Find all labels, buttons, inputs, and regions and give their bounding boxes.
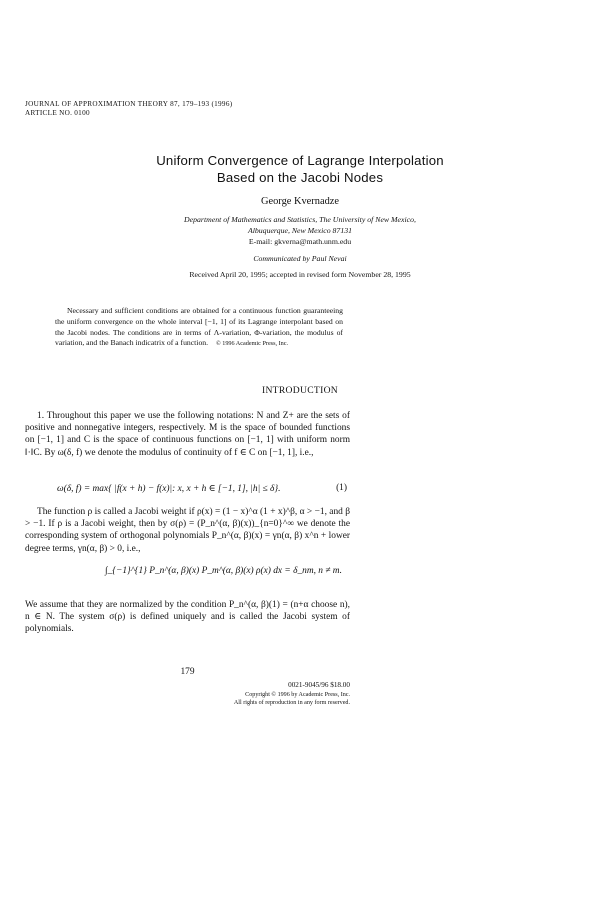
affiliation-line-2: Albuquerque, New Mexico 87131 bbox=[247, 226, 353, 235]
article-code: 0021-9045/96 $18.00 bbox=[288, 681, 350, 689]
journal-header bbox=[25, 100, 232, 119]
paragraph-2: The function ρ is called a Jacobi weight if ρ(x) = (1 − x)^α (1 + x)^β, α > −1, and β > −1. If ρ is a Jacobi weight, then by σ(ρ) = (P_n^(α, β)(x))_{n=0}^∞ we denote the corresponding system of orthogonal polynomials P_n^(α, β)(x) = γn(α, β) x^n + lower degree terms, γn(α, β) > 0, i.e., bbox=[25, 507, 350, 554]
abstract bbox=[55, 306, 343, 350]
equation-2-formula: ∫_{−1}^{1} P_n^(α, β)(x) P_m^(α, β)(x) ρ(x) dx = δ_nm, n ≠ m. bbox=[105, 566, 342, 576]
affiliation-line-1: Department of Mathematics and Statistics, The University of New Mexico, bbox=[184, 215, 416, 224]
copyright-line-2: All rights of reproduction in any form reserved. bbox=[233, 699, 350, 706]
affiliation bbox=[0, 214, 600, 247]
copyright-line-1: Copyright © 1996 by Academic Press, Inc. bbox=[245, 692, 350, 698]
abstract-copyright: © 1996 Academic Press, Inc. bbox=[215, 340, 289, 348]
communicated-by: Communicated by Paul Nevai bbox=[253, 254, 347, 263]
article-number: ARTICLE NO. 0100 bbox=[25, 109, 90, 118]
abstract-text: Necessary and sufficient conditions are obtained for a continuous function guaranteeing the uniform convergence on the whole interval [−1, 1] of its Lagrange interpolant based on the Jacobi nodes. The conditions are in terms of Λ-variation, Φ-variation, the modulus of variation, and the Banach indicatrix of a function. bbox=[55, 306, 343, 348]
author-email: E-mail: gkverna@math.unm.edu bbox=[248, 237, 352, 246]
author-name: George Kvernadze bbox=[261, 196, 339, 207]
journal-line: JOURNAL OF APPROXIMATION THEORY 87, 179–193 (1996) bbox=[25, 100, 233, 108]
title-line-2: Based on the Jacobi Nodes bbox=[216, 170, 384, 185]
received-dates: Received April 20, 1995; accepted in revised form November 28, 1995 bbox=[189, 270, 411, 279]
equation-1-formula: ω(δ, f) = max{ |f(x + h) − f(x)|: x, x + h ∈ [−1, 1], |h| ≤ δ}. bbox=[57, 484, 281, 494]
paragraph-3: We assume that they are normalized by the condition P_n^(α, β)(1) = (n+α choose n), n ∈ N. The system σ(ρ) is defined uniquely and is called the Jacobi system of polynomials. bbox=[25, 600, 350, 635]
copyright-notice bbox=[150, 692, 350, 708]
page-number: 179 bbox=[180, 667, 195, 677]
section-heading: INTRODUCTION bbox=[261, 385, 339, 396]
equation-1-number: (1) bbox=[336, 483, 347, 493]
paragraph-1: 1. Throughout this paper we use the following notations: N and Z+ are the sets of positive and nonnegative integers, respectively. M is the space of bounded functions on [−1, 1] and C is the space of continuous functions on [−1, 1] with uniform norm ‖·‖C. By ω(δ, f) we denote the modulus of continuity of f ∈ C on [−1, 1], i.e., bbox=[25, 411, 350, 458]
title-line-1: Uniform Convergence of Lagrange Interpolation bbox=[156, 153, 444, 168]
paper-title bbox=[0, 152, 600, 186]
